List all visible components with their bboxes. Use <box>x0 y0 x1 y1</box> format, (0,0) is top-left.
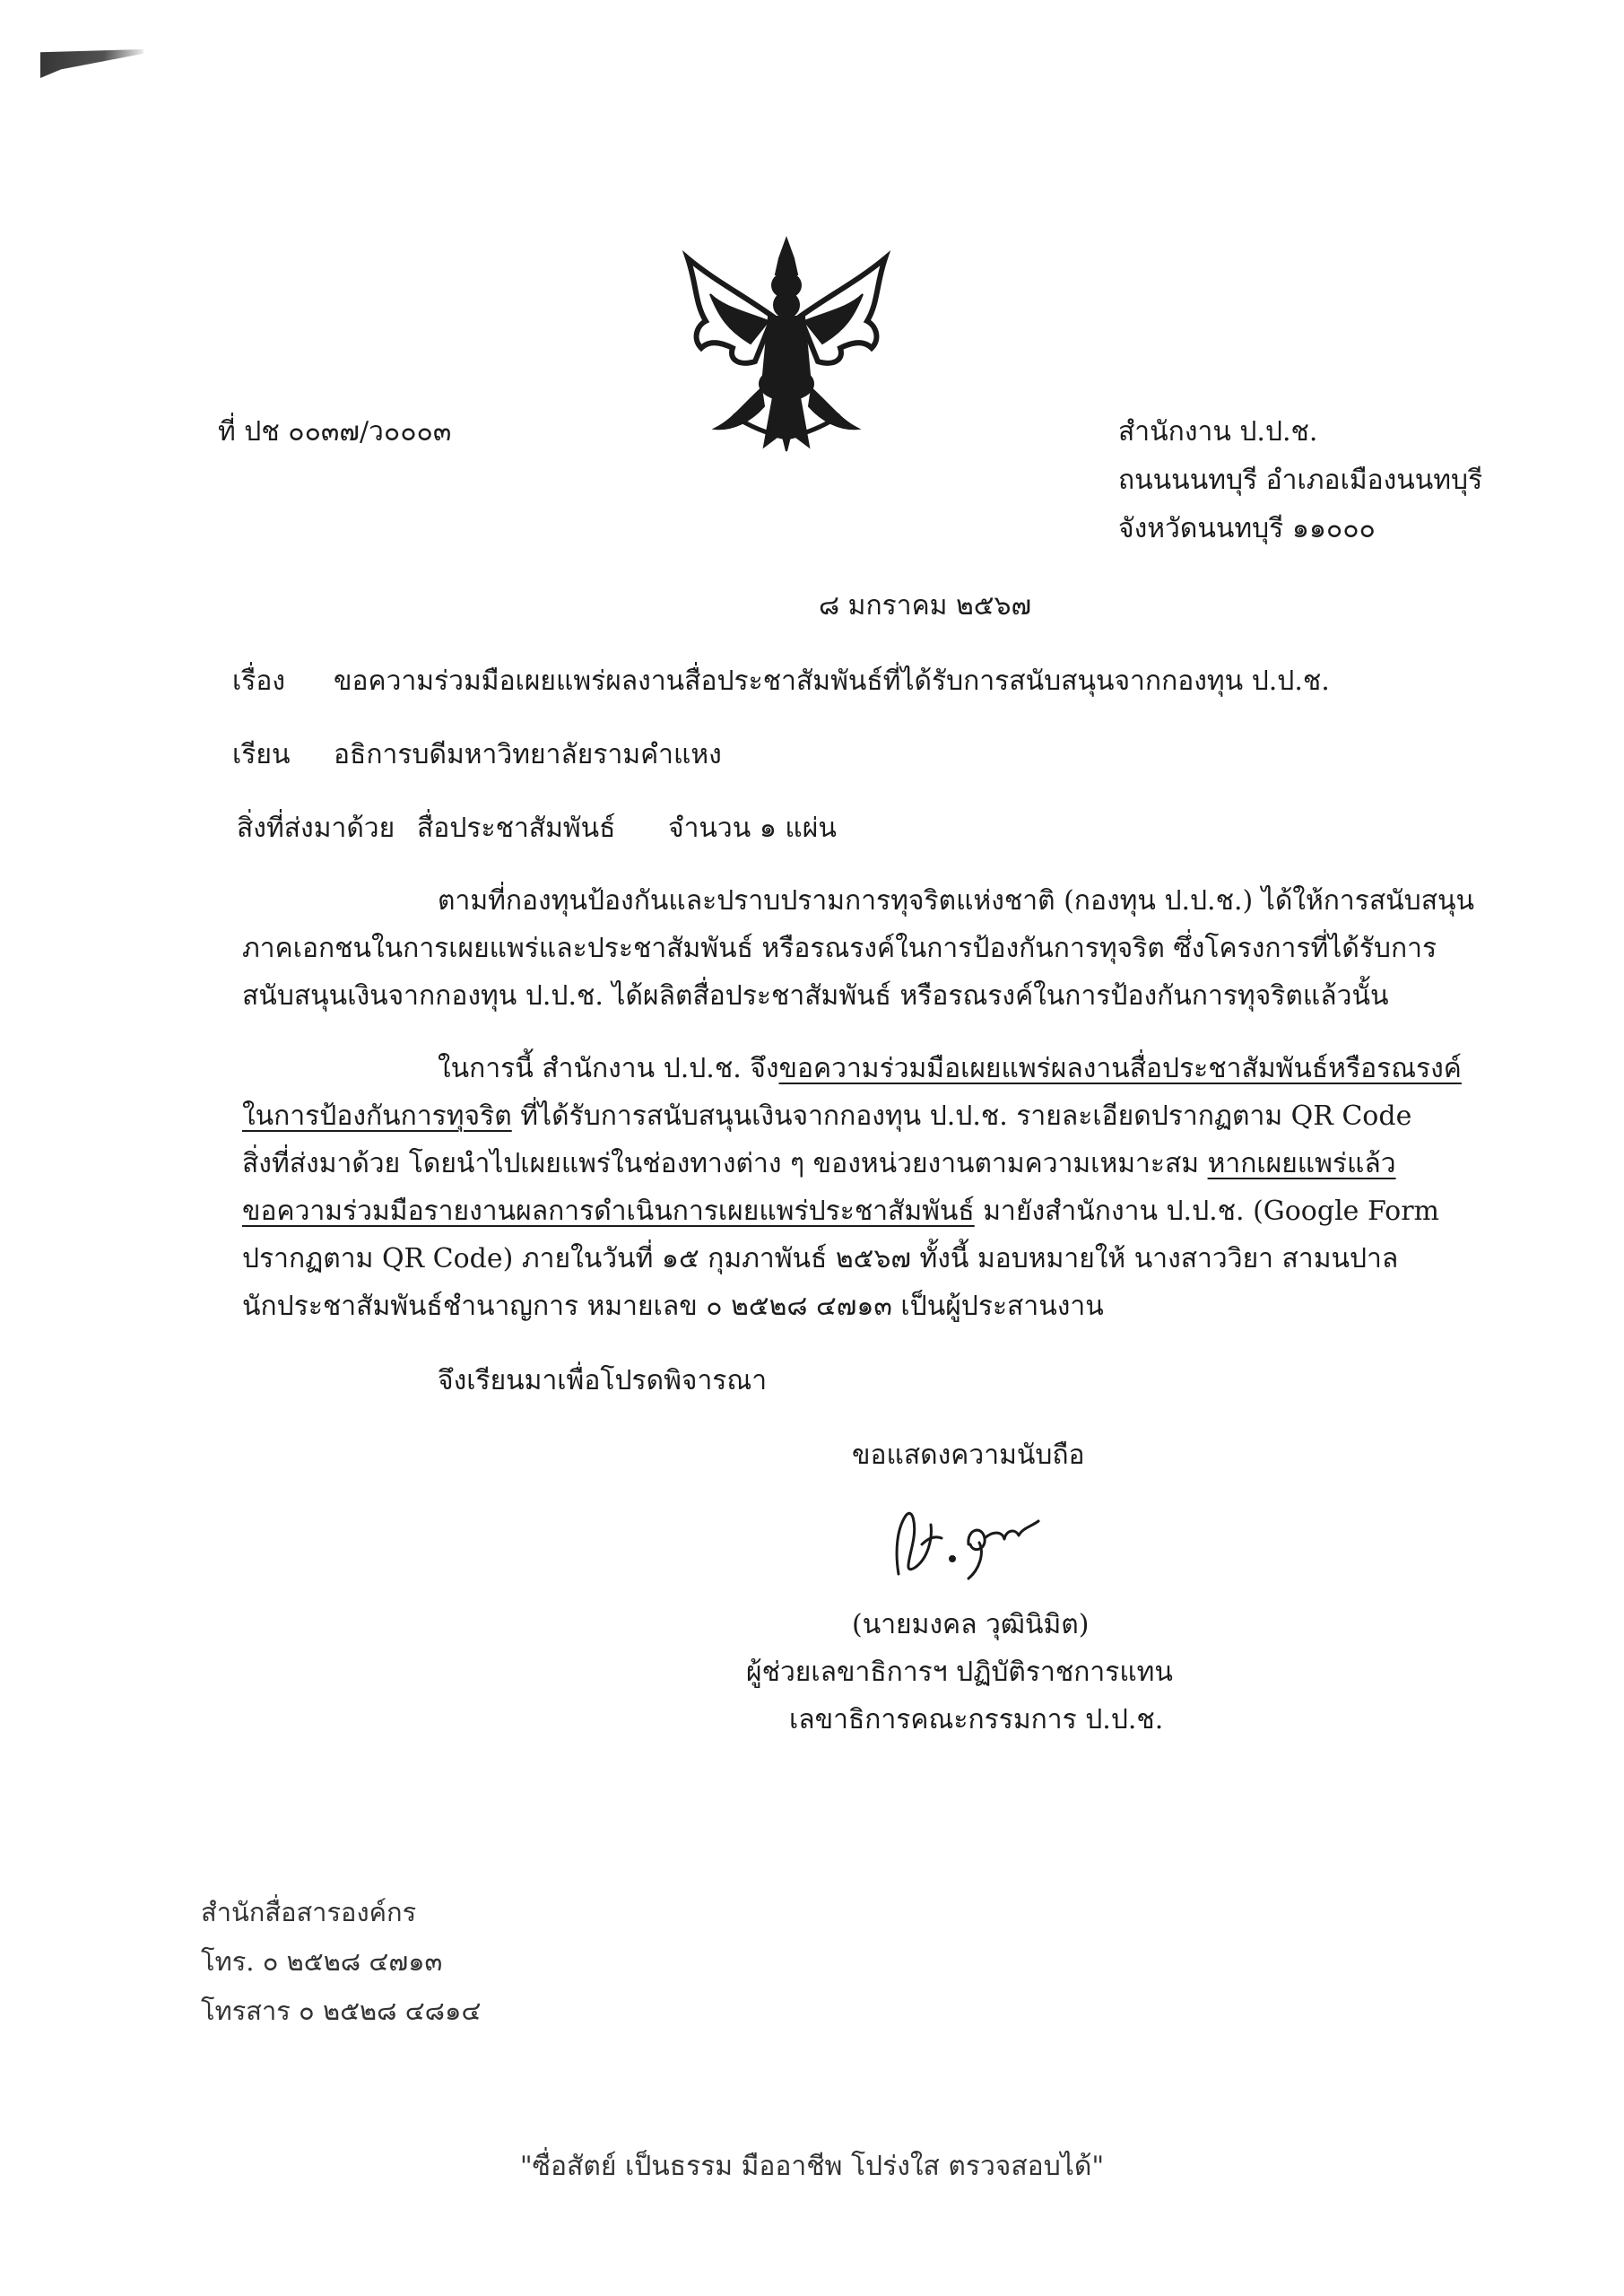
paragraph-2-line <box>242 1099 1411 1135</box>
signer-name: (นายมงคล วุฒินิมิต) <box>852 1609 1090 1640</box>
underlined-report-request-continued: ขอความร่วมมือรายงานผลการดำเนินการเผยแพร่ประชาสัมพันธ์ <box>242 1196 975 1227</box>
subject-text: ขอความร่วมมือเผยแพร่ผลงานสื่อประชาสัมพันธ์ที่ได้รับการสนับสนุนจากกองทุน ป.ป.ช. <box>334 665 1330 697</box>
paragraph-2-line: ปรากฏตาม QR Code) ภายในวันที่ ๑๕ กุมภาพันธ์ ๒๕๖๗ ทั้งนี้ มอบหมายให้ นางสาววิยา สามนปาล <box>242 1243 1399 1274</box>
footer-motto: "ซื่อสัตย์ เป็นธรรม มืออาชีพ โปร่งใส ตรวจสอบได้" <box>519 2151 1105 2182</box>
to-text: อธิการบดีมหาวิทยาลัยรามคำแหง <box>334 739 722 770</box>
to-label: เรียน <box>232 739 291 770</box>
paragraph-2-text: มายังสำนักงาน ป.ป.ช. (Google Form <box>974 1196 1439 1227</box>
paragraph-2-line <box>242 1146 1396 1182</box>
underlined-report-request: หากเผยแพร่แล้ว <box>1207 1148 1396 1179</box>
contact-division: สำนักสื่อสารองค์กร <box>201 1897 417 1927</box>
underlined-request: ขอความร่วมมือเผยแพร่ผลงานสื่อประชาสัมพันธ์หรือรณรงค์ <box>778 1053 1462 1084</box>
paragraph-1-line: สนับสนุนเงินจากกองทุน ป.ป.ช. ได้ผลิตสื่อประชาสัมพันธ์ หรือรณรงค์ในการป้องกันการทุจริตแล้วนั้น <box>242 980 1389 1012</box>
signer-position-1: ผู้ช่วยเลขาธิการฯ ปฏิบัติราชการแทน <box>746 1657 1173 1688</box>
enclosure-label: สิ่งที่ส่งมาด้วย <box>237 813 395 844</box>
document-number: ที่ ปช ๐๐๓๗/ว๐๐๐๓ <box>218 416 452 448</box>
office-street: ถนนนนทบุรี อำเภอเมืองนนทบุรี <box>1118 465 1483 496</box>
signer-position-2: เลขาธิการคณะกรรมการ ป.ป.ช. <box>789 1704 1164 1735</box>
paragraph-2-line <box>242 1194 1439 1230</box>
paragraph-1-line: ภาคเอกชนในการเผยแพร่และประชาสัมพันธ์ หรือรณรงค์ในการป้องกันการทุจริต ซึ่งโครงการที่ได้รับการ <box>242 933 1437 964</box>
office-province: จังหวัดนนทบุรี ๑๑๐๐๐ <box>1118 513 1376 544</box>
regards-text: ขอแสดงความนับถือ <box>852 1439 1085 1471</box>
contact-telephone: โทร. ๐ ๒๕๒๘ ๔๗๑๓ <box>201 1946 443 1977</box>
paragraph-1-line: ตามที่กองทุนป้องกันและปราบปรามการทุจริตแห่งชาติ (กองทุน ป.ป.ช.) ได้ให้การสนับสนุน <box>438 885 1475 917</box>
paragraph-2-line <box>438 1051 1462 1087</box>
paragraph-2-text: ที่ได้รับการสนับสนุนเงินจากกองทุน ป.ป.ช. รายละเอียดปรากฏตาม QR Code <box>511 1100 1412 1132</box>
enclosure-text: สื่อประชาสัมพันธ์ <box>417 813 616 844</box>
underlined-request-continued: ในการป้องกันการทุจริต <box>242 1100 512 1132</box>
handwritten-signature <box>879 1489 1049 1587</box>
paragraph-2-text: สิ่งที่ส่งมาด้วย โดยนำไปเผยแพร่ในช่องทางต่าง ๆ ของหน่วยงานตามความเหมาะสม <box>242 1148 1208 1179</box>
scan-artifact-mark <box>40 49 143 78</box>
paragraph-2-text: ในการนี้ สำนักงาน ป.ป.ช. จึง <box>438 1053 779 1084</box>
office-name: สำนักงาน ป.ป.ช. <box>1118 416 1318 448</box>
letter-date: ๘ มกราคม ๒๕๖๗ <box>819 590 1032 622</box>
closing-line: จึงเรียนมาเพื่อโปรดพิจารณา <box>438 1365 768 1396</box>
contact-fax: โทรสาร ๐ ๒๕๒๘ ๔๘๑๔ <box>201 1996 482 2026</box>
enclosure-quantity: จำนวน ๑ แผ่น <box>668 813 837 844</box>
subject-label: เรื่อง <box>232 665 286 697</box>
paragraph-2-line: นักประชาสัมพันธ์ชำนาญการ หมายเลข ๐ ๒๕๒๘ ๔๗๑๓ เป็นผู้ประสานงาน <box>242 1291 1104 1322</box>
garuda-emblem-icon <box>679 231 894 456</box>
